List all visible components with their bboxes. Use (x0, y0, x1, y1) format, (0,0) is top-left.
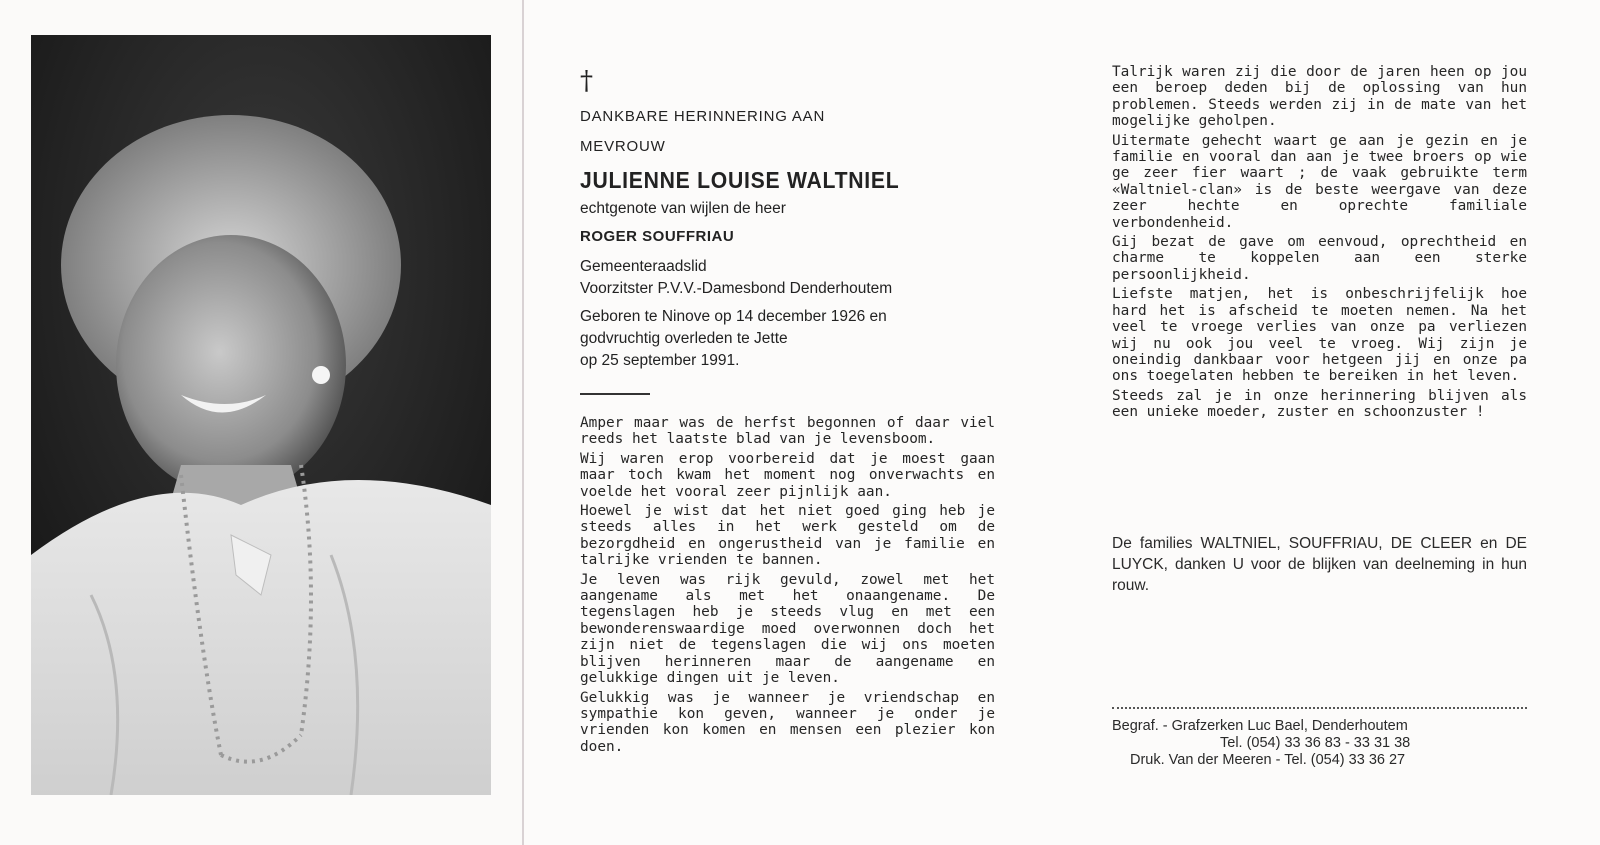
spouse-name: ROGER SOUFFRIAU (580, 228, 735, 245)
printer-line-1: Begraf. - Grafzerken Luc Bael, Denderhoutem (1112, 718, 1408, 734)
memorial-paragraph: Liefste matjen, het is onbeschrijfelijk hoe hard het is afscheid te moeten nemen. Na het veel te vroege verlies van onze pa verliezen wij nu ook jou veel te vroeg. Wij zijn je oneindig dankbaar voor hetgeen jij en onze pa ons toegelaten hebben te bereiken in het leven. (1112, 286, 1527, 385)
deceased-name: JULIENNE LOUISE WALTNIEL (580, 167, 900, 193)
born-line-1: Geboren te Ninove op 14 december 1926 en (580, 308, 887, 325)
dotted-separator (1112, 707, 1527, 709)
spouse-line: echtgenote van wijlen de heer (580, 200, 786, 217)
portrait-photo-icon (31, 35, 491, 795)
memorial-paragraph: Amper maar was de herfst begonnen of daar viel reeds het laatste blad van je levensboom. (580, 415, 995, 448)
photo-panel (0, 0, 522, 845)
intro-line: DANKBARE HERINNERING AAN (580, 108, 826, 125)
memorial-text-continued (1112, 64, 1527, 424)
memorial-paragraph: Hoewel je wist dat het niet goed ging heb je steeds alles in het werk gesteld om de bezorgdheid en ongerustheid van je familie en talrijke vrienden te bannen. (580, 503, 995, 569)
printer-info (1112, 718, 1527, 769)
role-1: Gemeenteraadslid (580, 258, 707, 275)
section-divider (580, 393, 650, 395)
printer-line-3: Druk. Van der Meeren - Tel. (054) 33 36 27 (1130, 752, 1406, 768)
memorial-paragraph: Gij bezat de gave om eenvoud, oprechtheid en charme te koppelen aan een sterke persoonlijkheid. (1112, 234, 1527, 283)
portrait-photo (31, 35, 491, 795)
printer-line-2: Tel. (054) 33 36 83 - 33 31 38 (1220, 735, 1411, 751)
memorial-paragraph: Steeds zal je in onze herinnering blijven als een unieke moeder, zuster en schoonzuster ! (1112, 387, 1527, 421)
title-line: MEVROUW (580, 138, 666, 155)
born-line-2: godvruchtig overleden te Jette (580, 330, 788, 347)
cross-icon: † (580, 66, 593, 96)
memorial-paragraph: Talrijk waren zij die door de jaren heen op jou een beroep deden bij de oplossing van hun problemen. Steeds werden zij in de mate van het mogelijke geholpen. (1112, 64, 1527, 130)
memorial-paragraph: Wij waren erop voorbereid dat je moest gaan maar toch kwam het moment nog onverwachts en voelde het vooral zeer pijnlijk aan. (580, 450, 995, 500)
families-thanks: De families WALTNIEL, SOUFFRIAU, DE CLEER en DE LUYCK, danken U voor de blijken van deelneming in hun rouw. (1112, 535, 1527, 594)
memorial-text (580, 415, 995, 758)
memorial-paragraph: Gelukkig was je wanneer je vriendschap en sympathie kon geven, wanneer je onder je vrienden kon komen en mensen een plezier kon doen. (580, 689, 995, 755)
born-line-3: op 25 september 1991. (580, 352, 740, 369)
role-2: Voorzitster P.V.V.-Damesbond Denderhoutem (580, 280, 893, 297)
memorial-paragraph: Je leven was rijk gevuld, zowel met het aangename als met het onaangename. De tegenslagen heb je steeds vlug en met een bewonderenswaardige moed overwonnen doch het zijn niet de tegenslagen die wij ons moeten blijven herinneren maar de aangename en gelukkige dingen uit je leven. (580, 571, 995, 687)
memorial-paragraph: Uitermate gehecht waart ge aan je gezin en je familie en vooral dan aan je twee broers op wie ge zeer fier waart ; de vaak gebruikte term «Waltniel-clan» is de beste weergave van deze zeer hechte en oprechte familiale verbondenheid. (1112, 132, 1527, 231)
